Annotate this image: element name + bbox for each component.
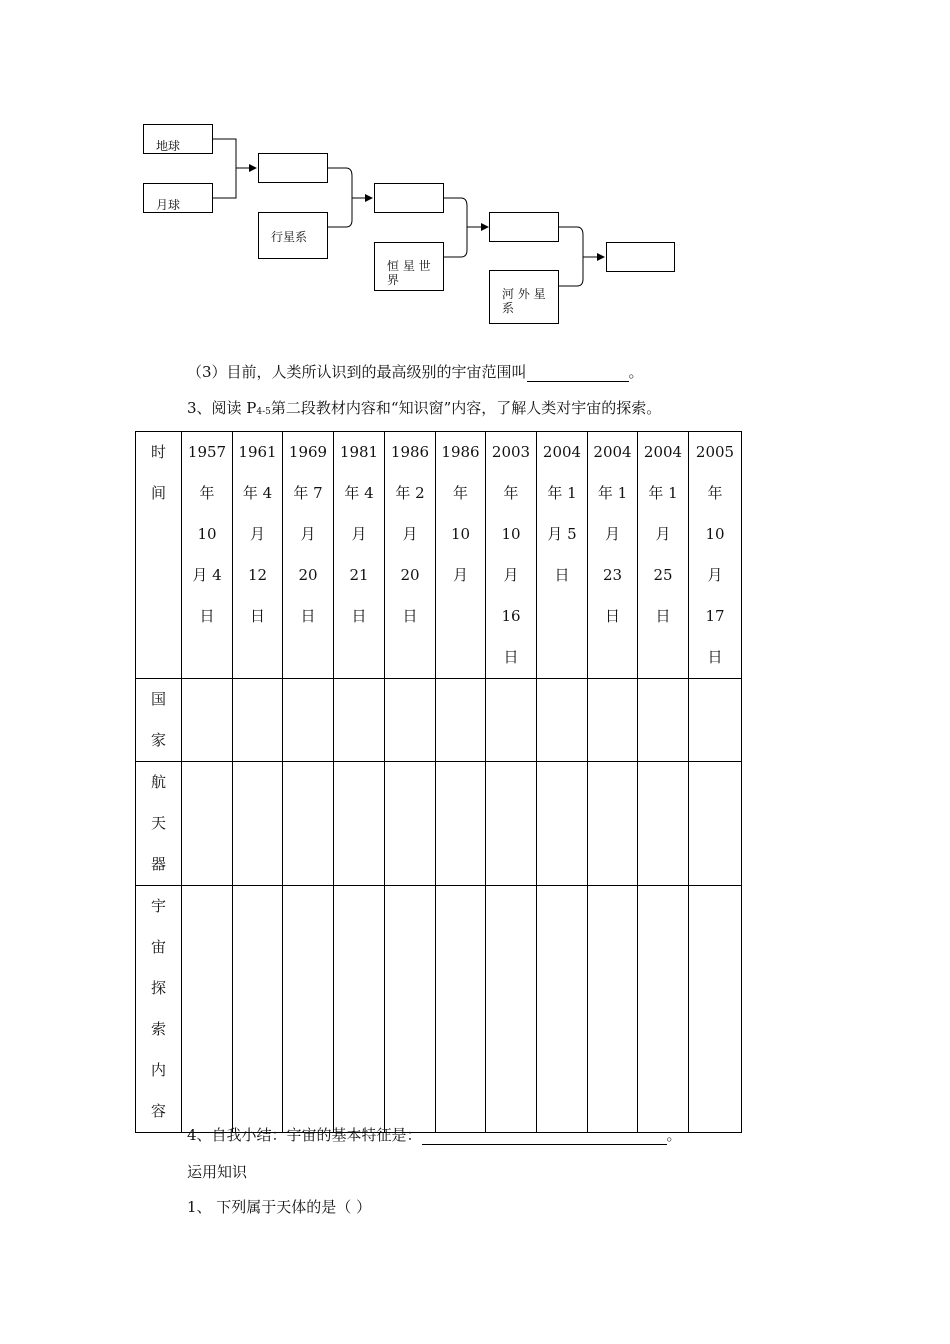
date-9-line-2: 年 1	[597, 484, 628, 502]
date-cell-2	[233, 432, 283, 679]
space-exploration-table	[135, 431, 742, 1133]
country-cell[interactable]	[283, 679, 334, 762]
date-10-line-4: 25	[653, 566, 673, 584]
row-header-country-char-1: 国	[150, 690, 166, 708]
exploration-cell[interactable]	[182, 886, 233, 1133]
exploration-cell[interactable]	[537, 886, 588, 1133]
section-heading: 运用知识	[187, 1163, 248, 1181]
row-header-spacecraft-char-2: 天	[150, 814, 166, 832]
spacecraft-cell[interactable]	[283, 762, 334, 886]
box-moon	[143, 183, 213, 213]
exploration-cell[interactable]	[486, 886, 537, 1133]
country-cell[interactable]	[436, 679, 486, 762]
date-8-line-3: 月 5	[547, 525, 577, 543]
date-cell-8	[537, 432, 588, 679]
row-header-exploration-char-6: 容	[150, 1102, 166, 1120]
row-header-time-char-2: 间	[150, 484, 166, 502]
row-header-exploration-char-5: 内	[150, 1061, 166, 1079]
row-time	[136, 432, 742, 679]
box-stellar-world	[374, 242, 444, 291]
date-11-line-4: 月	[707, 566, 723, 584]
exploration-cell[interactable]	[334, 886, 385, 1133]
date-9-line-3: 月	[604, 525, 620, 543]
date-11-line-6: 日	[707, 648, 723, 666]
date-10-line-5: 日	[655, 607, 671, 625]
date-6-line-3: 10	[450, 525, 471, 543]
box-level3-blank	[374, 183, 444, 213]
spacecraft-cell[interactable]	[385, 762, 436, 886]
box-stellar-world-label: 恒 星 世 界	[387, 259, 431, 287]
date-2-line-5: 日	[249, 607, 265, 625]
exploration-cell[interactable]	[638, 886, 689, 1133]
date-cell-5	[385, 432, 436, 679]
date-10-line-2: 年 1	[648, 484, 678, 502]
date-cell-9	[588, 432, 638, 679]
spacecraft-cell[interactable]	[638, 762, 689, 886]
date-4-line-2: 年 4	[344, 484, 374, 502]
date-8-line-2: 年 1	[547, 484, 577, 502]
question-3-end: 。	[628, 363, 644, 381]
date-11-line-1: 2005	[695, 443, 735, 461]
date-2-line-3: 月	[249, 525, 265, 543]
row-exploration-content	[136, 886, 742, 1133]
date-2-line-4: 12	[247, 566, 268, 584]
box-planetary-system	[258, 212, 328, 259]
date-2-line-1: 1961	[238, 443, 277, 461]
box-level4-blank	[489, 212, 559, 242]
date-4-line-3: 月	[351, 525, 367, 543]
date-5-line-2: 年 2	[395, 484, 425, 502]
box-earth-label: 地球	[156, 139, 181, 153]
row-header-spacecraft-char-3: 器	[150, 855, 166, 873]
date-cell-1	[182, 432, 233, 679]
date-7-line-6: 日	[503, 648, 519, 666]
date-1-line-1: 1957	[187, 443, 227, 461]
spacecraft-cell[interactable]	[233, 762, 283, 886]
date-3-line-4: 20	[298, 566, 318, 584]
date-7-line-3: 10	[501, 525, 521, 543]
answer-blank[interactable]	[422, 1128, 667, 1145]
answer-blank[interactable]	[527, 365, 629, 382]
row-header-spacecraft-char-1: 航	[150, 773, 166, 791]
date-7-line-1: 2003	[491, 443, 531, 461]
date-8-line-1: 2004	[542, 443, 582, 461]
country-cell[interactable]	[588, 679, 638, 762]
country-cell[interactable]	[182, 679, 233, 762]
date-3-line-1: 1969	[288, 443, 328, 461]
row-header-exploration	[136, 886, 182, 1133]
row-header-time	[136, 432, 182, 679]
date-1-line-4: 月 4	[192, 566, 222, 584]
row-header-exploration-char-2: 宙	[150, 938, 166, 956]
date-10-line-3: 月	[655, 525, 671, 543]
spacecraft-cell[interactable]	[334, 762, 385, 886]
date-9-line-1: 2004	[593, 443, 632, 461]
date-4-line-1: 1981	[339, 443, 379, 461]
date-6-line-4: 月	[452, 566, 468, 584]
spacecraft-cell[interactable]	[436, 762, 486, 886]
box-level5-blank	[606, 242, 675, 272]
country-cell[interactable]	[486, 679, 537, 762]
spacecraft-cell[interactable]	[182, 762, 233, 886]
date-cell-4	[334, 432, 385, 679]
row-header-country	[136, 679, 182, 762]
question-3-reading	[187, 398, 661, 422]
row-spacecraft	[136, 762, 742, 886]
date-cell-10	[638, 432, 689, 679]
date-2-line-2: 年 4	[242, 484, 273, 502]
date-5-line-5: 日	[402, 607, 418, 625]
row-header-country-char-2: 家	[150, 731, 166, 749]
date-6-line-2: 年	[452, 484, 468, 502]
box-moon-label: 月球	[156, 198, 181, 212]
date-11-line-2: 年	[707, 484, 723, 502]
date-3-line-3: 月	[300, 525, 316, 543]
spacecraft-cell[interactable]	[486, 762, 537, 886]
date-9-line-4: 23	[602, 566, 623, 584]
exploration-cell[interactable]	[588, 886, 638, 1133]
country-cell[interactable]	[233, 679, 283, 762]
row-header-exploration-char-3: 探	[150, 979, 166, 997]
date-10-line-1: 2004	[643, 443, 683, 461]
date-1-line-3: 10	[197, 525, 217, 543]
date-6-line-1: 1986	[441, 443, 480, 461]
box-level2-blank	[258, 153, 328, 183]
country-cell[interactable]	[334, 679, 385, 762]
box-planetary-system-label: 行星系	[271, 230, 308, 244]
question-4-text: 4、自我小结：宇宙的基本特征是：	[187, 1126, 422, 1144]
country-cell[interactable]	[537, 679, 588, 762]
date-1-line-2: 年	[199, 484, 215, 502]
box-extragalactic-label: 河 外 星 系	[502, 287, 546, 315]
date-4-line-4: 21	[349, 566, 369, 584]
hierarchy-connectors	[0, 0, 950, 340]
date-cell-11	[689, 432, 742, 679]
exploration-cell[interactable]	[233, 886, 283, 1133]
row-header-time-char-1: 时	[150, 443, 166, 461]
date-cell-6	[436, 432, 486, 679]
date-1-line-5: 日	[199, 607, 215, 625]
date-11-line-3: 10	[705, 525, 725, 543]
question-4-end: 。	[666, 1126, 682, 1144]
question-1: 1、 下列属于天体的是（ ）	[187, 1198, 372, 1216]
exploration-cell[interactable]	[689, 886, 742, 1133]
date-4-line-5: 日	[351, 607, 367, 625]
reading-pages: 4-5	[256, 407, 271, 417]
date-7-line-2: 年	[503, 484, 519, 502]
date-3-line-5: 日	[300, 607, 316, 625]
date-3-line-2: 年 7	[293, 484, 323, 502]
date-5-line-4: 20	[400, 566, 420, 584]
question-3-text: （3）目前，人类所认识到的最高级别的宇宙范围叫	[187, 363, 527, 381]
date-7-line-4: 月	[503, 566, 519, 584]
reading-prefix: 3、阅读 P	[187, 399, 257, 417]
country-cell[interactable]	[385, 679, 436, 762]
date-9-line-5: 日	[604, 607, 620, 625]
reading-suffix: 第二段教材内容和“知识窗”内容，了解人类对宇宙的探索。	[270, 399, 662, 417]
row-header-exploration-char-1: 宇	[150, 897, 166, 915]
box-extragalactic	[489, 270, 559, 324]
exploration-cell[interactable]	[283, 886, 334, 1133]
country-cell[interactable]	[638, 679, 689, 762]
exploration-cell[interactable]	[385, 886, 436, 1133]
date-cell-7	[486, 432, 537, 679]
row-header-spacecraft	[136, 762, 182, 886]
date-5-line-3: 月	[402, 525, 418, 543]
date-cell-3	[283, 432, 334, 679]
spacecraft-cell[interactable]	[689, 762, 742, 886]
spacecraft-cell[interactable]	[588, 762, 638, 886]
box-earth	[143, 124, 213, 154]
row-header-exploration-char-4: 索	[150, 1020, 166, 1038]
question-3-part-3	[187, 362, 644, 382]
date-7-line-5: 16	[501, 607, 521, 625]
date-11-line-5: 17	[705, 607, 725, 625]
row-country	[136, 679, 742, 762]
country-cell[interactable]	[689, 679, 742, 762]
date-5-line-1: 1986	[390, 443, 430, 461]
date-8-line-4: 日	[554, 566, 570, 584]
exploration-cell[interactable]	[436, 886, 486, 1133]
question-4	[187, 1125, 682, 1145]
spacecraft-cell[interactable]	[537, 762, 588, 886]
